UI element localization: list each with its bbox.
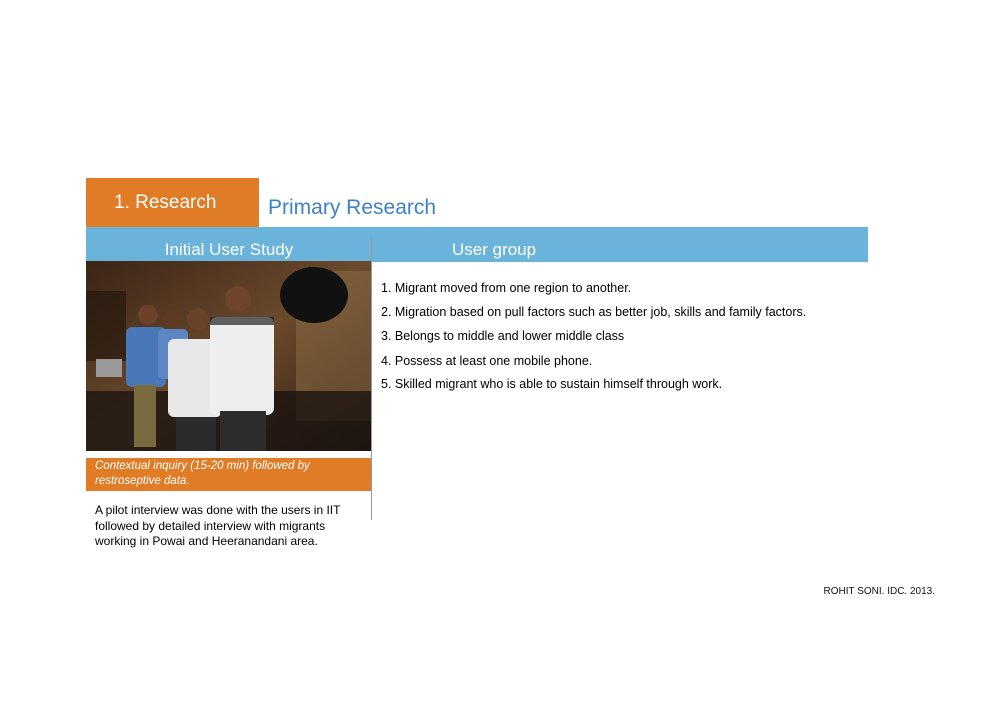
page-title: Primary Research [268,196,437,219]
list-item: 4. Possess at least one mobile phone. [381,354,593,368]
user-study-photo [86,261,371,451]
initial-user-study-heading: Initial User Study [164,240,294,259]
column-divider [371,236,372,520]
user-group-heading: User group [452,240,537,259]
study-description: A pilot interview was done with the users in IIT followed by detailed interview with migrants working in Powai and Heeranandani area. [95,503,341,548]
photo-caption: Contextual inquiry (15-20 min) followed by restroseptive data. [86,458,371,491]
list-item: 2. Migration based on pull factors such as better job, skills and family factors. [381,305,807,319]
section-tab: 1. Research [86,178,259,227]
list-item: 3. Belongs to middle and lower middle class [381,329,625,343]
footer-credit: ROHIT SONI. IDC. 2013. [823,586,935,597]
list-item: 5. Skilled migrant who is able to sustain himself through work. [381,377,723,391]
list-item: 1. Migrant moved from one region to another. [381,281,632,295]
